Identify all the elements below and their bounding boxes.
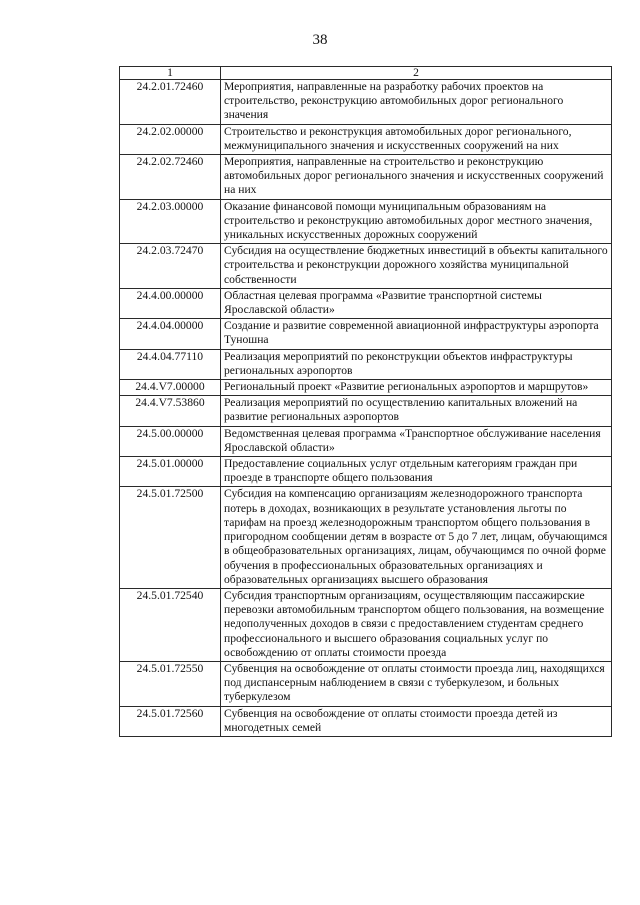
table-row [120,457,612,487]
row-code: 24.4.V7.00000 [120,380,221,396]
table-row [120,661,612,706]
row-code: 24.2.02.00000 [120,124,221,154]
row-code: 24.5.01.72500 [120,487,221,588]
table-row [120,487,612,588]
row-description-text: Субвенция на освобождение от оплаты стоимости проезда лиц, находящихся под диспансерным наблюдением в связи с туберкулезом, и больных туберкулезом [224,661,605,704]
row-code: 24.5.01.00000 [120,457,221,487]
row-code: 24.4.V7.53860 [120,396,221,426]
row-description-text: Субвенция на освобождение от оплаты стоимости проезда детей из многодетных семей [224,706,558,734]
table-row [120,80,612,125]
row-description-text: Субсидия на компенсацию организациям железнодорожного транспорта потерь в доходах, возникающих в результате установления льготы по тарифам на проезд железнодорожным транспортом общего пользования в пригородном сообщении детям в возрасте от 5 до 7 лет, лицам, обучающимся в общеобразовательных организациях, лицам, обучающимся по очной форме обучения в профессиональных образовательных организациях и образовательных организациях высшего образования [224,487,608,586]
row-code: 24.2.01.72460 [120,80,221,125]
row-code: 24.2.02.72460 [120,155,221,200]
row-description-text: Ведомственная целевая программа «Транспортное обслуживание населения Ярославской области» [224,426,601,454]
row-description [221,706,612,736]
row-description-text: Создание и развитие современной авиационной инфраструктуры аэропорта Туношна [224,319,599,347]
row-description-text: Региональный проект «Развитие региональных аэропортов и маршрутов» [224,380,589,394]
table-row [120,349,612,379]
table-header-row [120,67,612,80]
row-description-text: Мероприятия, направленные на строительство и реконструкцию автомобильных дорог регионального значения и искусственных сооружений на них [224,155,604,197]
column-header-code: 1 [120,67,221,80]
row-description-text: Строительство и реконструкция автомобильных дорог регионального, межмуниципального значения и искусственных сооружений на них [224,124,572,152]
row-description [221,661,612,706]
row-description [221,487,612,588]
table-row [120,288,612,318]
row-description-text: Мероприятия, направленные на разработку рабочих проектов на строительство, реконструкцию автомобильных дорог регионального значения [224,80,564,122]
row-description [221,380,612,396]
table-row [120,199,612,244]
table-row [120,706,612,736]
table-row [120,155,612,200]
row-description [221,124,612,154]
row-code: 24.5.01.72540 [120,588,221,661]
table-row [120,380,612,396]
row-description-text: Субсидия на осуществление бюджетных инвестиций в объекты капитального строительства и реконструкции дорожного хозяйства муниципальной собственности [224,244,608,286]
table-row [120,244,612,289]
row-description [221,319,612,349]
row-description [221,396,612,426]
row-description [221,244,612,289]
table-row [120,319,612,349]
row-description [221,199,612,244]
row-description [221,457,612,487]
row-description [221,288,612,318]
row-description [221,426,612,456]
row-description-text: Областная целевая программа «Развитие транспортной системы Ярославской области» [224,288,542,317]
row-description-text: Реализация мероприятий по осуществлению капитальных вложений на развитие региональных аэропортов [224,396,578,424]
table-row [120,124,612,154]
row-description-text: Субсидия транспортным организациям, осуществляющим пассажирские перевозки автомобильным транспортом общего пользования, на возмещение недополученных доходов в связи с предоставлением студентам среднего профессионального и высшего образования социальных услуг по освобождению от оплаты стоимости проезда [224,588,605,659]
row-description [221,349,612,379]
row-code: 24.4.04.00000 [120,319,221,349]
row-code: 24.2.03.72470 [120,244,221,289]
row-code: 24.2.03.00000 [120,199,221,244]
table-row [120,426,612,456]
row-code: 24.5.00.00000 [120,426,221,456]
table-row [120,588,612,661]
row-description [221,155,612,200]
row-code: 24.4.04.77110 [120,349,221,379]
budget-classification-table [119,66,612,737]
page-number: 38 [312,32,328,48]
column-header-description: 2 [221,67,612,80]
row-description [221,588,612,661]
row-description-text: Оказание финансовой помощи муниципальным образованиям на строительство и реконструкцию автомобильных дорог местного значения, уникальных искусственных дорожных сооружений [224,199,593,242]
row-code: 24.4.00.00000 [120,288,221,318]
row-description-text: Предоставление социальных услуг отдельным категориям граждан при проезде в транспорте общего пользования [224,457,578,485]
row-description [221,80,612,125]
table-row [120,396,612,426]
row-code: 24.5.01.72550 [120,661,221,706]
row-code: 24.5.01.72560 [120,706,221,736]
row-description-text: Реализация мероприятий по реконструкции объектов инфраструктуры региональных аэропортов [224,349,573,377]
